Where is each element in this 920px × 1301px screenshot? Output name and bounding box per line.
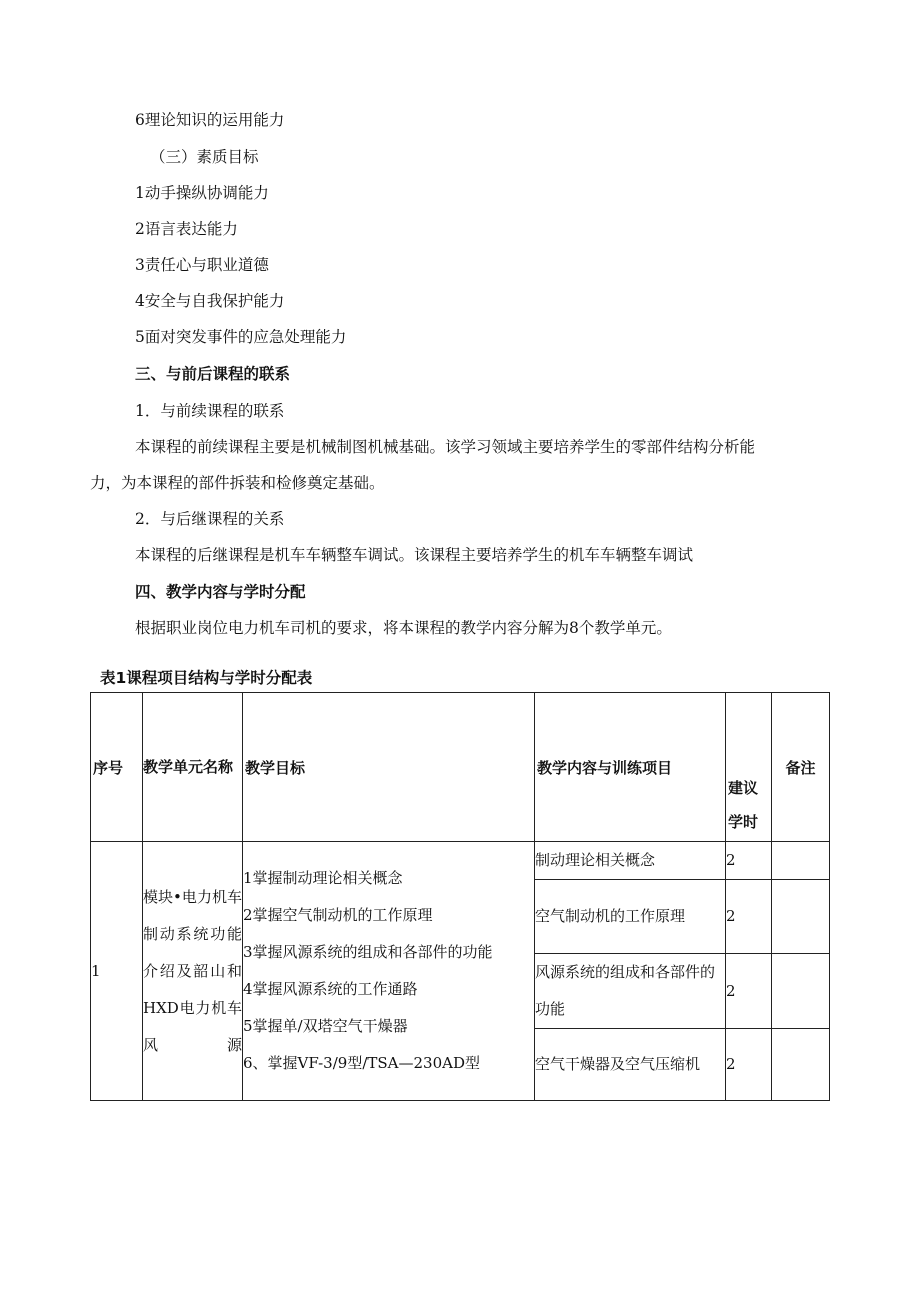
goal-item: 1掌握制动理论相关概念 bbox=[243, 869, 403, 887]
goal-item: 6、掌握VF-3/9型/TSA—230AD型 bbox=[243, 1054, 480, 1072]
hours-value: 2 bbox=[726, 954, 772, 1029]
hours-value: 2 bbox=[726, 880, 772, 954]
header-unit-name: 教学单元名称 bbox=[143, 693, 243, 842]
paragraph-previous-line2: 力，为本课程的部件拆装和检修奠定基础。 bbox=[90, 474, 385, 492]
text-line-hands-on: 1动手操纵协调能力 bbox=[135, 184, 269, 202]
notes-cell bbox=[772, 954, 830, 1029]
goal-item: 4掌握风源系统的工作通路 bbox=[243, 980, 418, 998]
row1-unit-name: 模块•电力机车制动系统功能介绍及韶山和HXD电力机车风源 bbox=[143, 842, 243, 1101]
section-heading-content-hours: 四、教学内容与学时分配 bbox=[135, 583, 306, 601]
table-caption: 表1课程项目结构与学时分配表 bbox=[100, 669, 313, 687]
goal-item: 3掌握风源系统的组成和各部件的功能 bbox=[243, 943, 493, 961]
subheading-following-courses: 2．与后继课程的关系 bbox=[135, 510, 285, 528]
hours-value: 2 bbox=[726, 1029, 772, 1101]
header-notes: 备注 bbox=[772, 693, 830, 842]
header-hours: 建议学时 bbox=[726, 693, 772, 842]
content-item: 空气制动机的工作原理 bbox=[535, 880, 726, 954]
notes-cell bbox=[772, 842, 830, 880]
section-heading-course-relations: 三、与前后课程的联系 bbox=[135, 365, 291, 383]
subheading-previous-courses: 1．与前续课程的联系 bbox=[135, 402, 285, 420]
goal-item: 5掌握单/双塔空气干燥器 bbox=[243, 1017, 408, 1035]
row1-goals bbox=[243, 842, 535, 1101]
table-header-row bbox=[91, 693, 830, 842]
header-seq: 序号 bbox=[91, 693, 143, 842]
paragraph-previous-line1: 本课程的前续课程主要是机械制图机械基础。该学习领域主要培养学生的零部件结构分析能 bbox=[135, 438, 756, 456]
text-line-emergency: 5面对突发事件的应急处理能力 bbox=[135, 328, 347, 346]
row1-seq: 1 bbox=[91, 842, 143, 1101]
text-line-theory-ability: 6理论知识的运用能力 bbox=[135, 111, 285, 129]
hours-value: 2 bbox=[726, 842, 772, 880]
content-item: 风源系统的组成和各部件的功能 bbox=[535, 954, 726, 1029]
text-line-safety: 4安全与自我保护能力 bbox=[135, 292, 285, 310]
header-content: 教学内容与训练项目 bbox=[535, 693, 726, 842]
paragraph-content-units: 根据职业岗位电力机车司机的要求，将本课程的教学内容分解为8个教学单元。 bbox=[135, 619, 672, 637]
goal-item: 2掌握空气制动机的工作原理 bbox=[243, 906, 433, 924]
section-heading-quality-goals: （三）素质目标 bbox=[150, 148, 259, 166]
paragraph-following: 本课程的后继课程是机车车辆整车调试。该课程主要培养学生的机车车辆整车调试 bbox=[135, 546, 694, 564]
content-item: 空气干燥器及空气压缩机 bbox=[535, 1029, 726, 1101]
text-line-responsibility: 3责任心与职业道德 bbox=[135, 256, 269, 274]
text-line-language: 2语言表达能力 bbox=[135, 220, 238, 238]
table-row bbox=[91, 842, 830, 880]
course-structure-table bbox=[90, 692, 830, 1101]
content-item: 制动理论相关概念 bbox=[535, 842, 726, 880]
notes-cell bbox=[772, 880, 830, 954]
notes-cell bbox=[772, 1029, 830, 1101]
header-goals: 教学目标 bbox=[243, 693, 535, 842]
